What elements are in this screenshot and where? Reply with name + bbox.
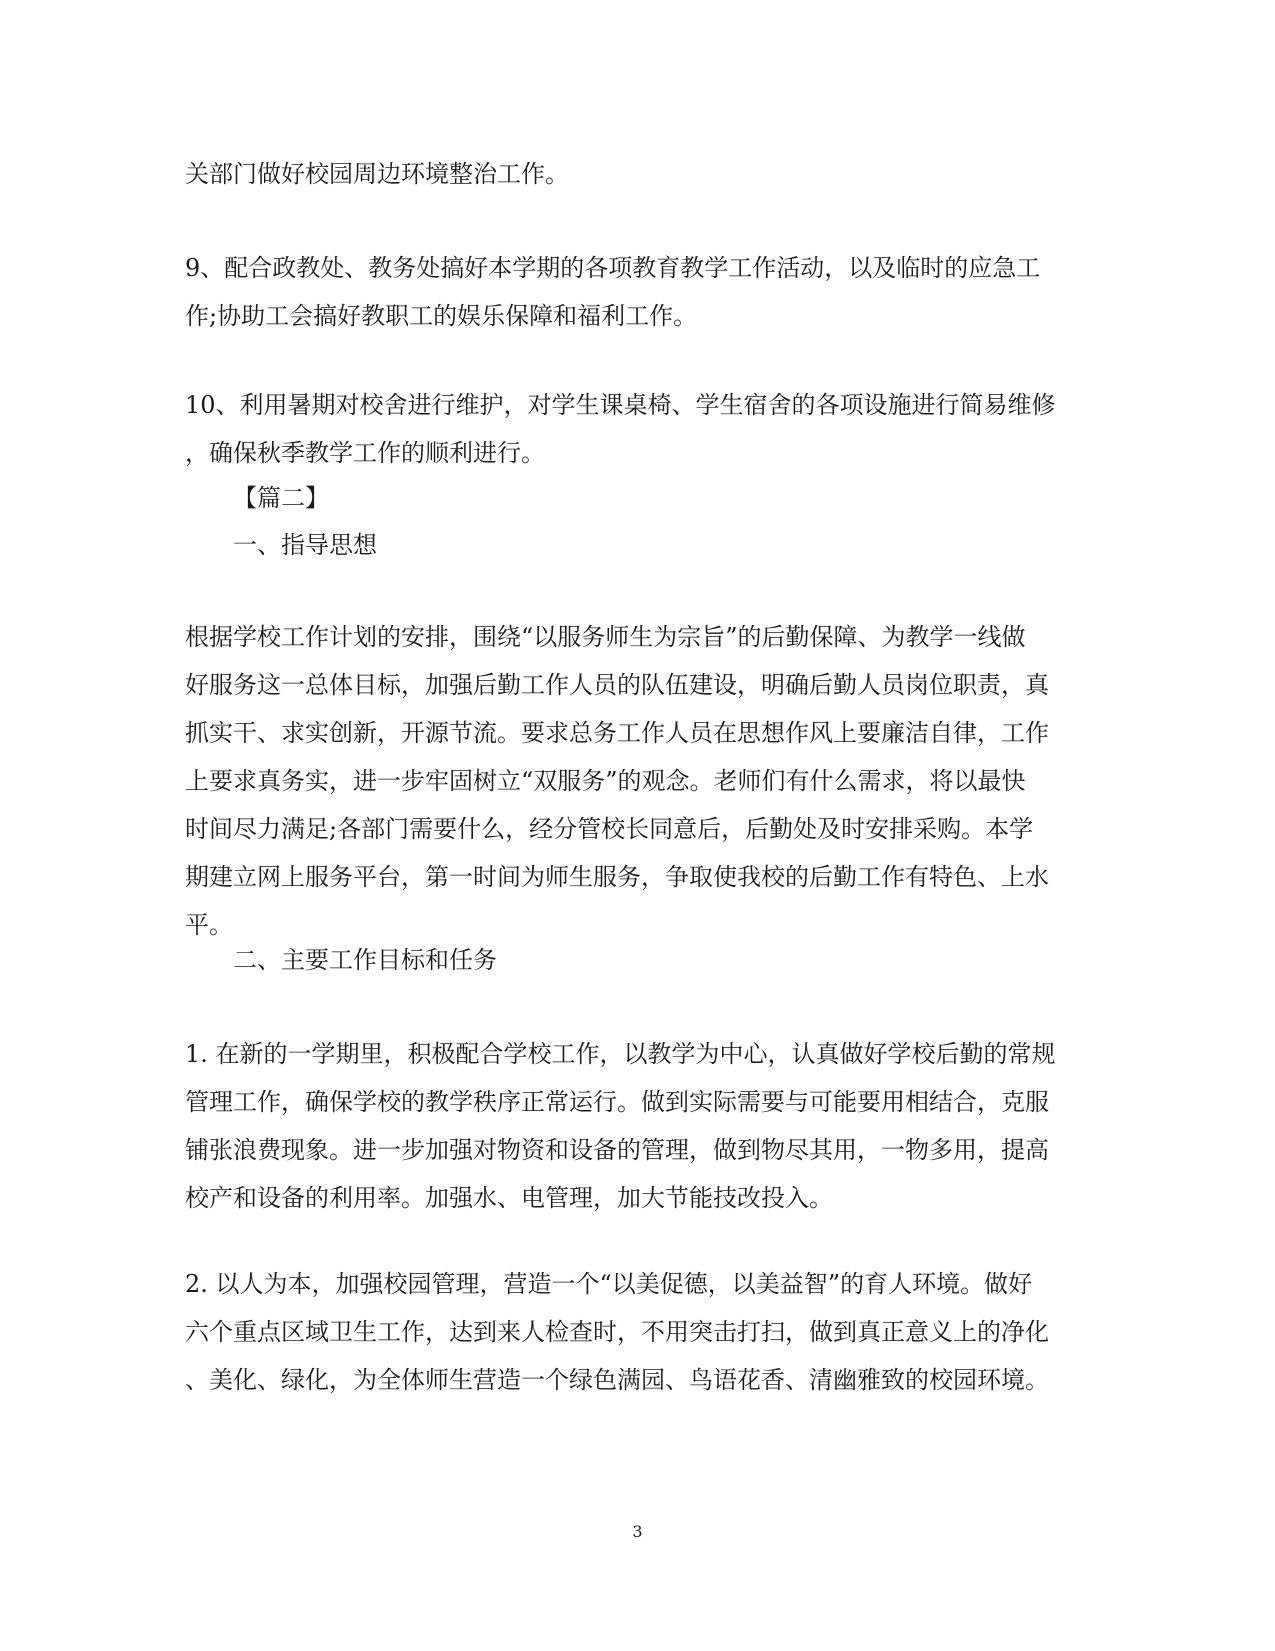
text-line: 好服务这一总体目标，加强后勤工作人员的队伍建设，明确后勤人员岗位职责，真 <box>185 671 1049 699</box>
text-line: 1. 在新的一学期里，积极配合学校工作，以教学为中心，认真做好学校后勤的常规 <box>185 1040 1056 1068</box>
text-line: 9、配合政教处、教务处搞好本学期的各项教育教学工作活动，以及临时的应急工 <box>185 254 1041 282</box>
paragraph-environment-tail <box>185 150 1075 198</box>
page-number: 3 <box>632 1522 643 1541</box>
paragraph-guiding-ideology <box>185 613 1075 949</box>
text-line: 【篇二】 <box>233 484 329 512</box>
text-line: 期建立网上服务平台，第一时间为师生服务，争取使我校的后勤工作有特色、上水 <box>185 863 1049 891</box>
text-line: 关部门做好校园周边环境整治工作。 <box>185 160 569 188</box>
text-line: 2. 以人为本，加强校园管理，营造一个“以美促德，以美益智”的育人环境。做好 <box>185 1270 1033 1298</box>
section-heading-part-two <box>233 474 1075 522</box>
heading-guiding-ideology <box>233 521 1075 569</box>
text-line: 上要求真务实，进一步牢固树立“双服务”的观念。老师们有什么需求，将以最快 <box>185 767 1026 795</box>
text-line: 二、主要工作目标和任务 <box>233 946 497 974</box>
text-line: 根据学校工作计划的安排，围绕“以服务师生为宗旨”的后勤保障、为教学一线做 <box>185 623 1026 651</box>
paragraph-item-9 <box>185 244 1075 340</box>
paragraph-item-10 <box>185 381 1075 477</box>
text-line: 、美化、绿化，为全体师生营造一个绿色满园、鸟语花香、清幽雅致的校园环境。 <box>185 1366 1049 1394</box>
text-line: 管理工作，确保学校的教学秩序正常运行。做到实际需要与可能要用相结合，克服 <box>185 1088 1049 1116</box>
text-line: 校产和设备的利用率。加强水、电管理，加大节能技改投入。 <box>185 1184 833 1212</box>
text-line: 作;协助工会搞好教职工的娱乐保障和福利工作。 <box>185 302 698 330</box>
text-line: 一、指导思想 <box>233 531 377 559</box>
paragraph-goal-2 <box>185 1260 1075 1404</box>
text-line: 六个重点区域卫生工作，达到来人检查时，不用突击打扫，做到真正意义上的净化 <box>185 1318 1049 1346</box>
text-line: 10、利用暑期对校舍进行维护，对学生课桌椅、学生宿舍的各项设施进行简易维修 <box>185 391 1056 419</box>
text-line: 铺张浪费现象。进一步加强对物资和设备的管理，做到物尽其用，一物多用，提高 <box>185 1136 1049 1164</box>
text-line: 平。 <box>185 911 233 939</box>
text-line: ，确保秋季教学工作的顺利进行。 <box>185 439 545 467</box>
heading-main-goals <box>233 936 1075 984</box>
text-line: 抓实干、求实创新，开源节流。要求总务工作人员在思想作风上要廉洁自律，工作 <box>185 719 1049 747</box>
text-line: 时间尽力满足;各部门需要什么，经分管校长同意后，后勤处及时安排采购。本学 <box>185 815 1034 843</box>
paragraph-goal-1 <box>185 1030 1075 1222</box>
